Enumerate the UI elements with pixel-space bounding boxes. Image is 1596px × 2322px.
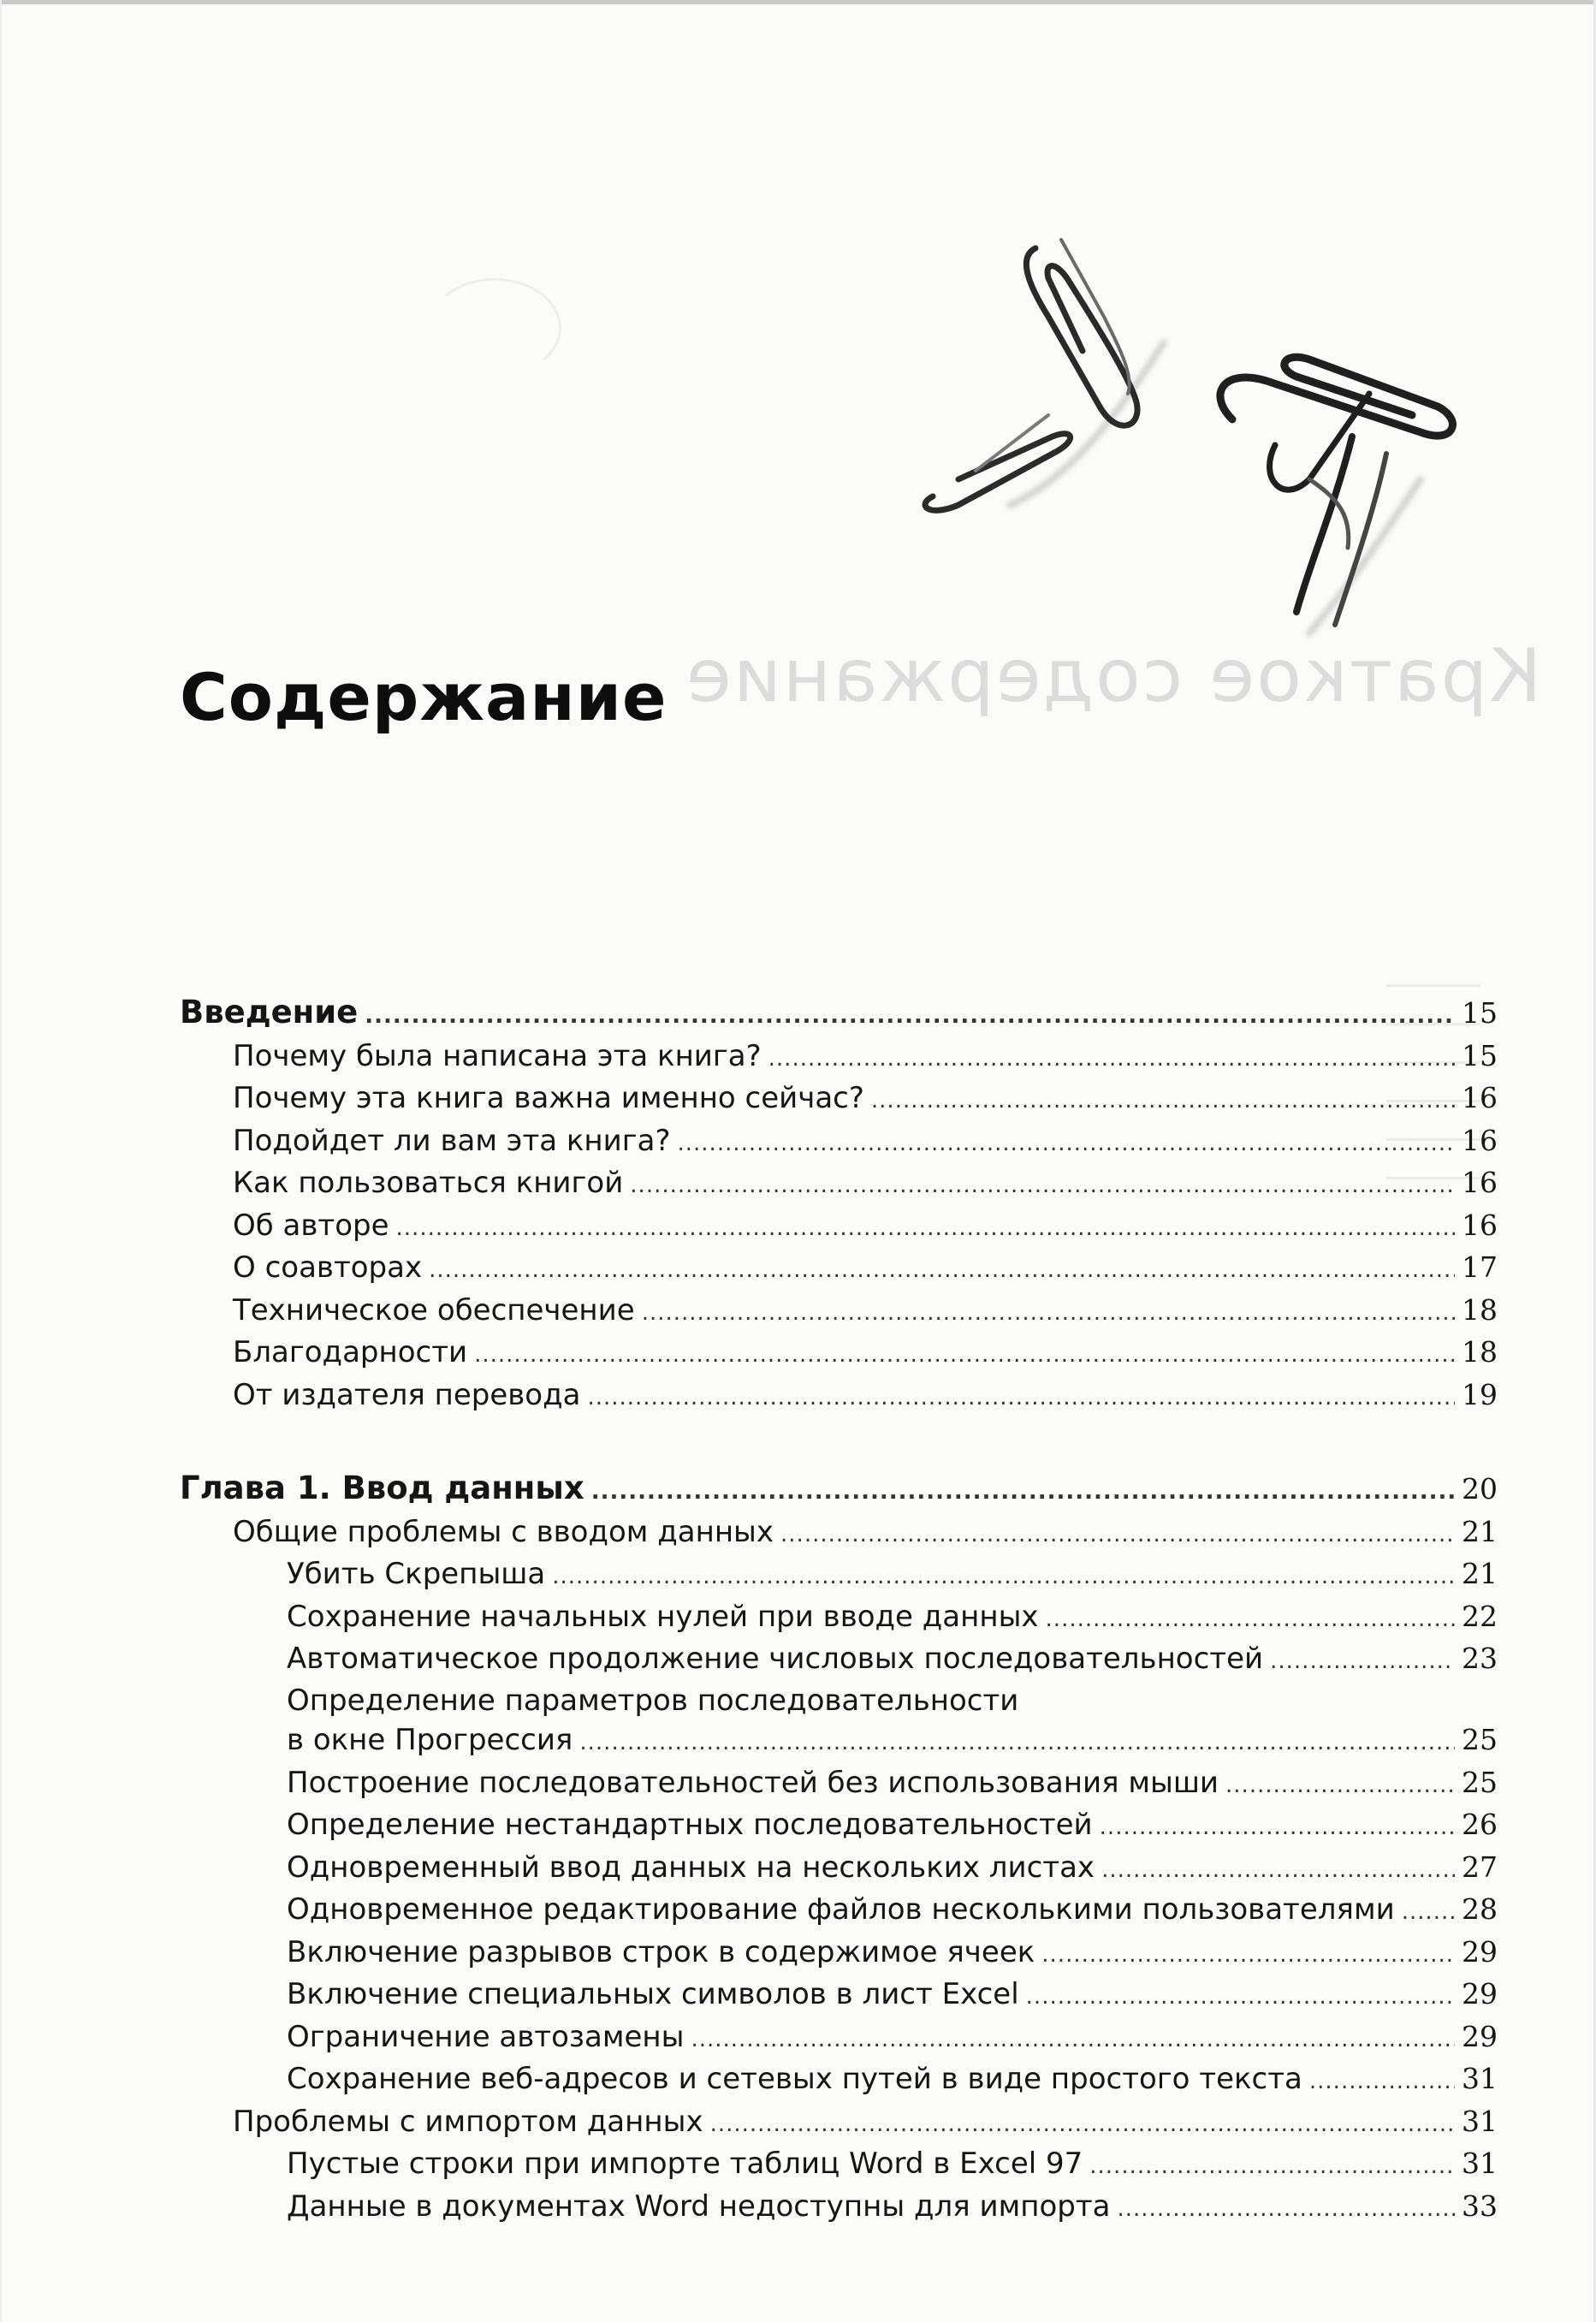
dot-leader [1041,1936,1455,1975]
toc-entry[interactable] [180,1554,1498,1597]
dot-leader [429,1251,1455,1291]
dot-leader [552,1558,1455,1597]
toc-page-number: 18 [1462,1335,1498,1369]
bleed-through-mark [428,278,561,377]
toc-entry[interactable] [180,2102,1498,2145]
toc-entry[interactable] [180,1890,1498,1933]
toc-page-number: 29 [1462,2019,1498,2053]
toc-page-number: 16 [1462,1123,1498,1157]
toc-entry[interactable] [180,1720,1498,1763]
toc-entry-title: Почему была написана эта книга? [233,1038,762,1073]
toc-entry[interactable] [180,1206,1498,1249]
toc-entry-title: Построение последовательностей без использования мыши [287,1765,1219,1800]
toc-entry[interactable] [180,1682,1498,1721]
toc-entry-title: Проблемы с импортом данных [233,2104,703,2139]
toc-entry[interactable] [180,1291,1498,1333]
toc-page-number: 20 [1462,1472,1498,1505]
toc-page-number: 26 [1462,1808,1498,1841]
toc-entry-title: Пустые строки при импорте таблиц Word в Excel 97 [287,2147,1083,2181]
toc-entry-title: Подойдет ли вам эта книга? [233,1123,671,1158]
toc-entry-title: Техническое обеспечение [233,1292,635,1327]
dot-leader [587,1379,1455,1418]
paperclip-icon [925,415,1071,510]
toc-entry[interactable] [180,2017,1498,2060]
toc-entry-title: Благодарности [233,1335,468,1369]
dot-leader [1046,1600,1455,1640]
toc-page-number: 33 [1462,2188,1498,2223]
toc-entry[interactable] [180,1848,1498,1891]
toc-entry[interactable] [180,1639,1498,1682]
dot-leader [1118,2190,1456,2230]
toc-entry[interactable] [180,1597,1498,1640]
toc-page-number: 28 [1462,1892,1498,1926]
dot-leader [691,2021,1455,2060]
toc-page-number: 31 [1462,2147,1498,2180]
toc-page-number: 31 [1462,2062,1498,2095]
toc-page-number: 22 [1462,1599,1498,1633]
dot-leader [591,1473,1455,1512]
toc-entry[interactable] [180,1163,1498,1206]
toc-entry[interactable] [180,1333,1498,1375]
toc-entry[interactable] [180,1078,1498,1121]
toc-entry[interactable] [180,1933,1498,1975]
toc-page-number: 17 [1462,1250,1498,1284]
toc-page-number: 29 [1462,1977,1498,2010]
dot-leader [1101,1851,1455,1891]
toc-page-number: 16 [1462,1166,1498,1199]
dot-leader [1402,1893,1455,1933]
toc-page-number: 15 [1462,996,1498,1030]
dot-leader [1100,1808,1455,1848]
toc-page-number: 16 [1462,1081,1498,1114]
dot-leader [1026,1978,1455,2017]
toc-entry[interactable] [180,1512,1498,1555]
toc-page-number: 15 [1462,1038,1498,1072]
dot-leader [474,1336,1455,1375]
toc-entry-title: Определение параметров последовательности [287,1683,1019,1718]
toc-entry[interactable] [180,1805,1498,1848]
toc-page-number: 16 [1462,1208,1498,1242]
toc-entry-title: Об авторе [233,1208,389,1243]
toc-entry-title: От издателя перевода [233,1377,581,1412]
toc-heading-title: Введение [180,994,359,1030]
dot-leader [871,1082,1455,1121]
toc-entry-title: Сохранение веб-адресов и сетевых путей в виде простого текста [287,2062,1302,2096]
toc-entry-title: Убить Скрепыша [287,1557,546,1591]
toc-entry-title: Почему эта книга важна именно сейчас? [233,1081,864,1115]
table-of-contents [180,993,1498,2280]
toc-entry[interactable] [180,2144,1498,2187]
dot-leader [710,2105,1455,2145]
toc-entry-title: Ограничение автозамены [287,2019,685,2054]
toc-entry[interactable] [180,2059,1498,2102]
dot-leader [1089,2147,1455,2187]
toc-entry-title: Включение специальных символов в лист Excel [287,1977,1019,2011]
toc-entry-title: Данные в документах Word недоступны для импорта [287,2188,1111,2224]
top-edge-rule [0,0,1596,4]
toc-entry[interactable] [180,1975,1498,2017]
toc-entry-title: Как пользоваться книгой [233,1166,624,1200]
paperclip-icon [1026,240,1137,425]
toc-entry-title: Общие проблемы с вводом данных [233,1514,774,1549]
dot-leader [768,1040,1455,1079]
toc-section-chapter-1 [180,1469,1498,2229]
toc-entry[interactable] [180,1121,1498,1164]
toc-entry[interactable] [180,1248,1498,1291]
dot-leader [1225,1767,1455,1806]
toc-entry-title: Сохранение начальных нулей при вводе данных [287,1599,1039,1634]
toc-page-number: 27 [1462,1850,1498,1884]
toc-page-number: 31 [1462,2104,1498,2138]
toc-entry-title: О соавторах [233,1250,423,1285]
paperclip-icon [1220,357,1453,625]
toc-page-number: 21 [1462,1557,1498,1590]
dot-leader [780,1516,1455,1555]
toc-entry[interactable] [180,1036,1498,1079]
toc-heading[interactable] [180,1469,1498,1512]
toc-section-introduction [180,993,1498,1417]
toc-entry[interactable] [180,1375,1498,1418]
toc-entry[interactable] [180,2187,1498,2230]
toc-page-number: 23 [1462,1642,1498,1675]
dot-leader [396,1209,1455,1249]
toc-entry-title: в окне Прогрессия [287,1723,573,1757]
toc-entry-title: Автоматическое продолжение числовых последовательностей [287,1642,1264,1676]
dot-leader [365,997,1455,1036]
toc-page-number: 21 [1462,1514,1498,1548]
dot-leader [630,1167,1455,1206]
page-title: Содержание [180,659,667,735]
toc-entry[interactable] [180,1763,1498,1806]
toc-heading[interactable] [180,993,1498,1036]
toc-entry-title: Одновременное редактирование файлов несколькими пользователями [287,1892,1395,1927]
toc-entry-title: Включение разрывов строк в содержимое ячеек [287,1934,1035,1969]
toc-page-number: 18 [1462,1292,1498,1327]
toc-page-number: 25 [1462,1723,1498,1756]
dot-leader [678,1125,1456,1164]
dot-leader [1309,2063,1455,2102]
toc-entry-title: Определение нестандартных последовательностей [287,1808,1093,1842]
paperclips-illustration [907,223,1506,693]
toc-page-number: 19 [1462,1377,1498,1411]
dot-leader [642,1294,1455,1333]
toc-page-number: 29 [1462,1934,1498,1969]
toc-page-number: 25 [1462,1765,1498,1799]
dot-leader [1270,1642,1455,1682]
dot-leader [579,1724,1455,1763]
bleed-through-title: Краткое содержание [685,633,1542,719]
toc-heading-title: Глава 1. Ввод данных [180,1470,584,1506]
toc-entry-title: Одновременный ввод данных на нескольких листах [287,1850,1095,1885]
